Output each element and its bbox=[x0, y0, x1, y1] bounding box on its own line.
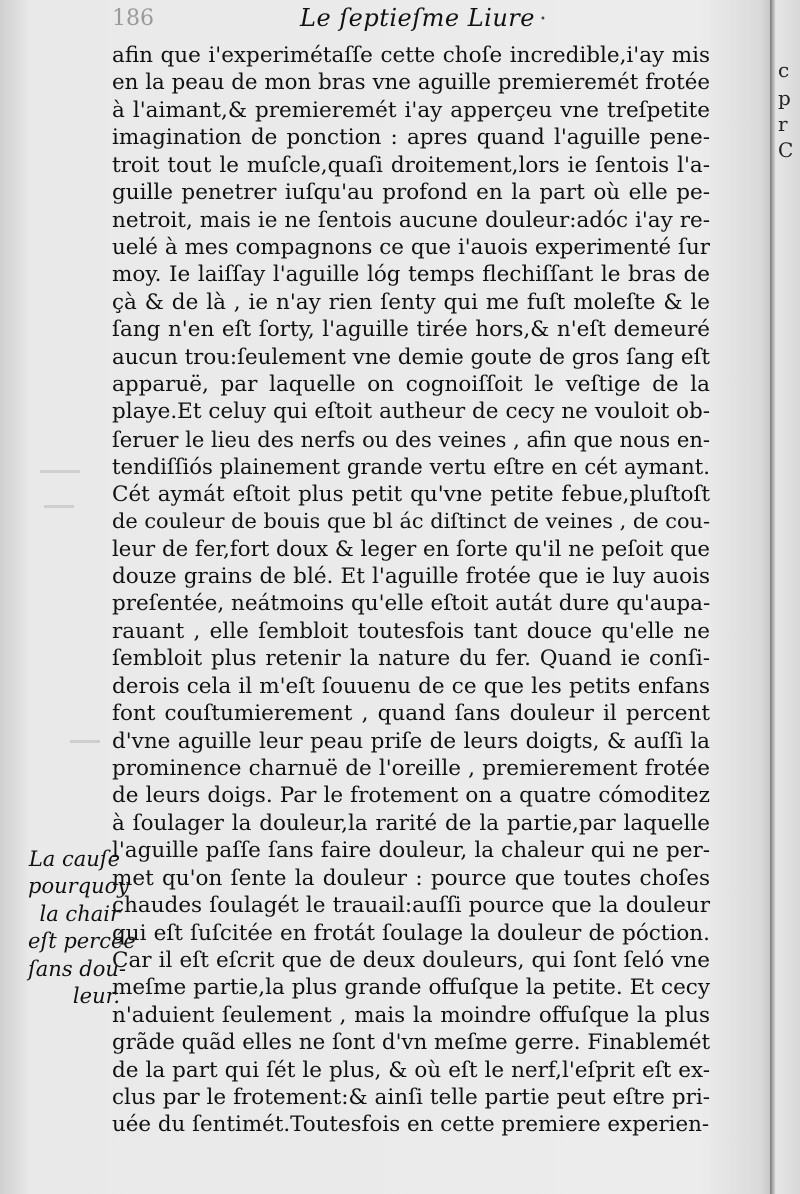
text-line: rauant , elle ſembloit toutesfois tant douce qu'elle ne bbox=[112, 618, 710, 644]
text-line: ſembloit plus retenir la nature du fer. Quand ie conſi- bbox=[112, 646, 710, 672]
text-line: à ſoulager la douleur,la rarité de la partie,par laquelle bbox=[112, 810, 710, 836]
text-line: netroit, mais ie ne ſentois aucune douleur:adóc i'ay re- bbox=[112, 207, 710, 233]
text-line: aucun trou:ſeulement vne demie goute de gros ſang eſt bbox=[112, 344, 710, 370]
text-line: Car il eſt eſcrit que de deux douleurs, qui ſont ſeló vne bbox=[112, 947, 710, 973]
text-line: à l'aimant,& premieremét i'ay apperçeu vne treſpetite bbox=[112, 97, 710, 123]
margin-note-line: ſans dou- bbox=[28, 956, 126, 981]
text-line: preſentée, neátmoins qu'elle eſtoit autát dure qu'aupa- bbox=[112, 591, 711, 617]
text-line: de couleur de bouis que bl ác diſtinct de veines , de cou- bbox=[112, 509, 710, 534]
text-line: grãde quãd elles ne ſont d'vn meſme gerre. Finablemét bbox=[112, 1030, 711, 1056]
margin-note-line: La cauſe bbox=[28, 847, 120, 871]
margin-note bbox=[28, 846, 136, 1010]
text-line: derois cela il m'eſt ſouuenu de ce que les petits enfans bbox=[112, 673, 710, 699]
text-line: ſeruer le lieu des nerfs ou des veines , afin que nous en- bbox=[112, 426, 711, 452]
text-line: çà & de là , ie n'ay rien ſenty qui me fuſt moleſte & le bbox=[112, 289, 710, 315]
bleed-through-mark bbox=[70, 740, 100, 743]
text-line: troit tout le muſcle,quaſi droitement,lors ie ſentois l'a- bbox=[112, 152, 710, 178]
text-line: chaudes ſoulagét le trauail:auſſi pource que la douleur bbox=[112, 893, 710, 919]
text-line: font couſtumierement , quand ſans douleur il percent bbox=[112, 701, 710, 727]
facing-page-char: C bbox=[778, 138, 794, 162]
text-line: apparuë, par laquelle on cognoiſſoit le veſtige de la bbox=[112, 372, 710, 398]
text-line: met qu'on ſente la douleur : pource que toutes choſes bbox=[112, 865, 710, 891]
body-text bbox=[112, 42, 710, 1139]
text-line: douze grains de blé. Et l'aguille frotée que ie luy auois bbox=[112, 564, 710, 590]
page-number: 186 bbox=[112, 6, 154, 31]
text-line: guille penetrer iuſqu'au profond en la part où elle pe- bbox=[112, 180, 710, 206]
facing-page-char: p bbox=[778, 86, 791, 110]
text-line: afin que i'experimétaſſe cette choſe incredible,i'ay mis bbox=[112, 43, 710, 68]
facing-page-char: r bbox=[778, 112, 788, 136]
text-line: d'vne aguille leur peau priſe de leurs doigts, & auſſi la bbox=[112, 728, 710, 754]
text-line: ſang n'en eſt ſorty, l'aguille tirée hors,& n'eſt demeuré bbox=[112, 317, 710, 343]
text-line: imagination de ponction : apres quand l'aguille pene- bbox=[112, 125, 710, 151]
bleed-through-mark bbox=[44, 505, 74, 508]
text-line: leur de fer,fort doux & leger en ſorte qu'il ne peſoit que bbox=[112, 536, 710, 562]
text-line: uée du ſentimét.Toutesfois en cette premiere experien- bbox=[112, 1112, 710, 1138]
text-line: en la peau de mon bras vne aguille premieremét frotée bbox=[112, 70, 710, 96]
text-line: n'aduient ſeulement , mais la moindre offuſque la plus bbox=[112, 1002, 710, 1028]
text-line: meſme partie,la plus grande offuſque la petite. Et cecy bbox=[112, 975, 710, 1001]
margin-note-line: leur. bbox=[72, 984, 120, 1009]
bleed-through-mark bbox=[40, 470, 80, 473]
text-line: prominence charnuë de l'oreille , premierement frotée bbox=[112, 755, 710, 781]
text-line: de la part qui ſét le plus, & où eſt le nerf,l'eſprit eſt ex- bbox=[112, 1057, 710, 1083]
margin-note-line: eſt percée bbox=[28, 929, 136, 954]
text-line: l'aguille paſſe ſans faire douleur, la chaleur qui ne per- bbox=[112, 838, 710, 864]
text-line: qui eſt ſuſcitée en frotát ſoulage la douleur de póction. bbox=[112, 920, 710, 946]
text-line: tendiſſiós plainement grande vertu eſtre en cét aymant. bbox=[112, 454, 710, 480]
running-head: Le ſeptieſme Liure bbox=[300, 4, 535, 32]
ornament: • bbox=[540, 14, 546, 25]
text-line: playe.Et celuy qui eſtoit autheur de cecy ne vouloit ob- bbox=[112, 399, 710, 425]
text-line: de leurs doigs. Par le frotement on a quatre cómoditez bbox=[112, 783, 710, 809]
text-line: clus par le frotement:& ainſi telle partie peut eſtre pri- bbox=[112, 1085, 710, 1111]
facing-page-edge bbox=[770, 0, 800, 1194]
text-line: uelé à mes compagnons ce que i'auois experimenté ſur bbox=[112, 234, 710, 260]
margin-note-line: la chair bbox=[39, 901, 120, 926]
margin-note-line: pourquoy bbox=[28, 874, 130, 899]
text-line: Cét aymát eſtoit plus petit qu'vne petite febue,pluſtoſt bbox=[112, 481, 710, 507]
facing-page-char: c bbox=[778, 58, 790, 82]
text-line: moy. Ie laiſſay l'aguille lóg temps flechiſſant le bras de bbox=[112, 262, 710, 288]
